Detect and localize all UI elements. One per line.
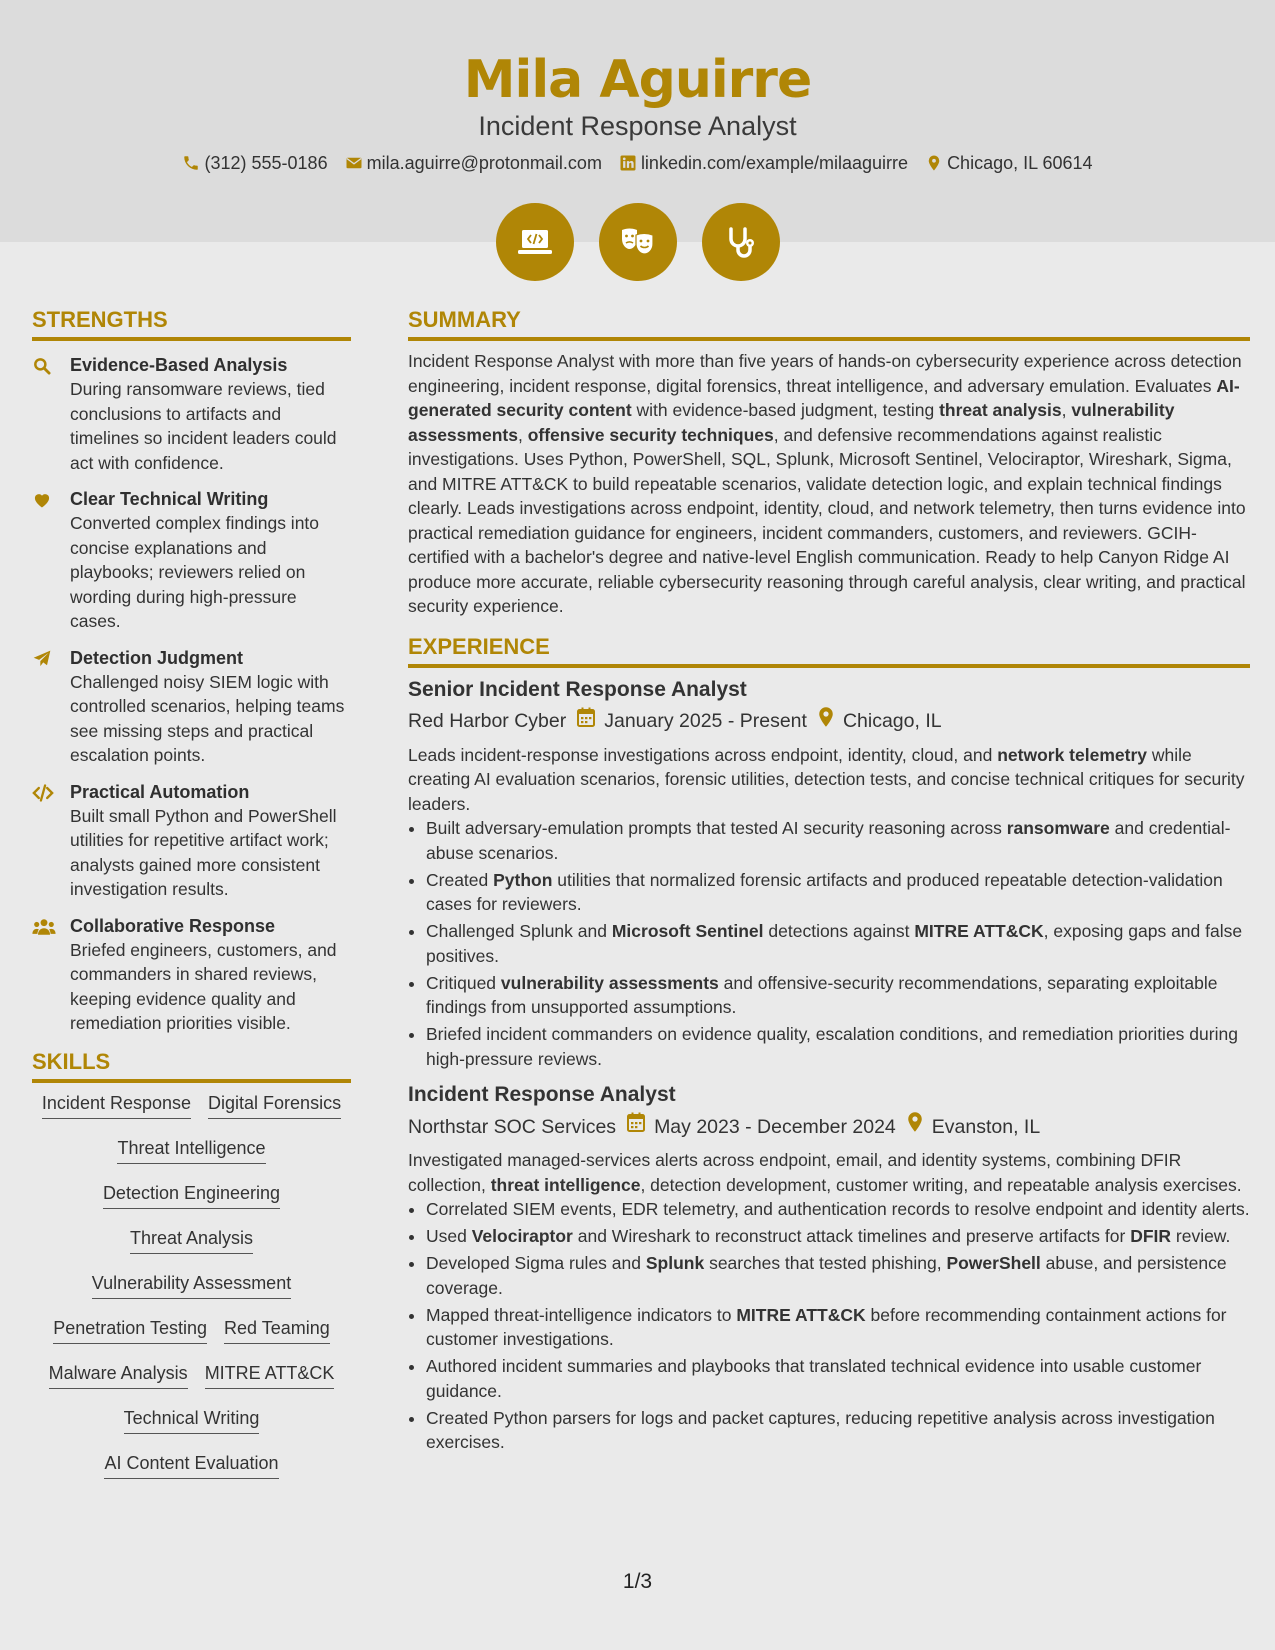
calendar-icon bbox=[576, 706, 596, 737]
job-location-text: Evanston, IL bbox=[931, 1115, 1041, 1138]
bold-text: Python bbox=[493, 869, 553, 890]
badge-stethoscope bbox=[702, 203, 780, 281]
job-company: Red Harbor Cyber bbox=[408, 710, 567, 732]
theater-masks-icon bbox=[617, 221, 659, 263]
page-number: 1/3 bbox=[622, 1570, 653, 1593]
text-run: Developed Sigma rules and bbox=[426, 1253, 646, 1273]
skills-row bbox=[32, 1091, 351, 1136]
text-run: , detection development, customer writing, and repeatable analysis exercises. bbox=[640, 1174, 1242, 1195]
text-run: while creating AI evaluation scenarios, forensic utilities, detection tests, and concise technical critiques for security leaders. bbox=[408, 744, 1245, 814]
text-run: Leads incident-response investigations across endpoint, identity, cloud, and bbox=[408, 744, 998, 765]
candidate-name: Mila Aguirre bbox=[463, 50, 812, 110]
strength-description: Converted complex findings into concise explanations and playbooks; reviewers relied on wording during high-pressure cases. bbox=[70, 513, 320, 631]
skills-row bbox=[32, 1136, 351, 1181]
skill-tag: Vulnerability Assessment bbox=[92, 1271, 291, 1299]
job-dates-text: January 2025 - Present bbox=[604, 710, 807, 732]
text-run: Critiqued bbox=[426, 972, 501, 993]
map-marker-icon bbox=[906, 1111, 924, 1142]
skill-tag: Detection Engineering bbox=[103, 1181, 280, 1209]
text-run: Built adversary-emulation prompts that tested AI security reasoning across bbox=[426, 818, 1007, 838]
skills-row bbox=[32, 1361, 351, 1406]
strength-body bbox=[70, 646, 351, 768]
job-location bbox=[817, 706, 942, 737]
text-run: , bbox=[517, 424, 528, 445]
job-bullets bbox=[408, 816, 1250, 1071]
skills-row bbox=[32, 1181, 351, 1226]
strength-body bbox=[70, 780, 351, 902]
code-icon bbox=[32, 780, 58, 902]
contact-phone-text: (312) 555-0186 bbox=[204, 153, 328, 173]
contact-location-text: Chicago, IL 60614 bbox=[947, 153, 1093, 173]
job-meta bbox=[408, 706, 1250, 737]
strength-title: Collaborative Response bbox=[70, 915, 276, 936]
users-icon bbox=[32, 914, 58, 1036]
job-location bbox=[906, 1111, 1040, 1142]
strength-title: Detection Judgment bbox=[70, 647, 244, 668]
bullet-item bbox=[426, 1197, 1250, 1222]
strength-description: During ransomware reviews, tied conclusions to artifacts and timelines so incident leaders could act with confidence. bbox=[70, 379, 337, 473]
strength-item bbox=[32, 780, 351, 902]
skill-tag: MITRE ATT&CK bbox=[205, 1361, 335, 1389]
contact-email-text: mila.aguirre@protonmail.com bbox=[366, 153, 602, 173]
candidate-role: Incident Response Analyst bbox=[478, 111, 797, 141]
contact-bar bbox=[0, 151, 1275, 175]
text-run: and credential-abuse scenarios. bbox=[426, 818, 1231, 863]
bold-text: DFIR bbox=[1130, 1226, 1172, 1246]
text-run: Created bbox=[426, 869, 494, 890]
text-run: , and defensive recommendations against realistic investigations. Uses Python, PowerShell, SQL, Splunk, Microsoft Sentinel, Velociraptor, Wireshark, Sigma, and MITRE ATT&CK to build repeatable scenarios, validate detection logic, and explain technical findings clearly. Leads investigations across endpoint, identity, cloud, and network telemetry, then turns evidence into practical remediation guidance for engineers, incident commanders, customers, and reviewers. GCIH-certified with a bachelor's degree and native-level English communication. Ready to help Canyon Ridge AI produce more accurate, reliable cybersecurity reasoning through careful analysis, clear writing, and practical security experience. bbox=[408, 424, 1246, 616]
strengths-list bbox=[32, 353, 351, 1036]
skill-tag: Threat Intelligence bbox=[117, 1136, 265, 1164]
job-title: Senior Incident Response Analyst bbox=[408, 677, 747, 701]
skills-row bbox=[32, 1271, 351, 1316]
phone-icon bbox=[182, 154, 200, 172]
strengths-heading: STRENGTHS bbox=[32, 306, 351, 341]
envelope-icon bbox=[345, 154, 363, 172]
right-column bbox=[408, 306, 1250, 1465]
bold-text: MITRE ATT&CK bbox=[736, 1304, 866, 1325]
linkedin-icon bbox=[619, 154, 637, 172]
text-run: searches that tested phishing, bbox=[704, 1253, 947, 1273]
bullet-item bbox=[426, 1354, 1250, 1403]
text-run: before recommending containment actions for customer investigations. bbox=[426, 1304, 1227, 1349]
contact-linkedin[interactable] bbox=[619, 151, 908, 175]
strength-body bbox=[70, 487, 351, 634]
skill-tag: Red Teaming bbox=[224, 1316, 330, 1344]
strength-description: Challenged noisy SIEM logic with controlled scenarios, helping teams see missing steps and practical escalation points. bbox=[70, 671, 345, 765]
strength-title: Clear Technical Writing bbox=[70, 489, 269, 509]
skill-tag: AI Content Evaluation bbox=[104, 1451, 278, 1479]
text-run: Used bbox=[426, 1226, 472, 1246]
strength-body bbox=[70, 914, 351, 1036]
skill-tag: Penetration Testing bbox=[53, 1316, 207, 1344]
text-run: Created Python parsers for logs and packet captures, reducing repetitive analysis across investigation exercises. bbox=[426, 1407, 1215, 1452]
strength-description: Briefed engineers, customers, and commanders in shared reviews, keeping evidence quality and remediation priorities visible. bbox=[70, 939, 337, 1033]
bold-text: vulnerability assessments bbox=[408, 400, 1175, 445]
bold-text: Splunk bbox=[645, 1253, 705, 1273]
bullet-item bbox=[426, 1303, 1250, 1352]
contact-location bbox=[925, 151, 1092, 175]
job-description bbox=[408, 743, 1250, 817]
text-run: with evidence-based judgment, testing bbox=[631, 400, 940, 420]
map-marker-icon bbox=[925, 154, 943, 172]
strength-title: Evidence-Based Analysis bbox=[70, 355, 288, 375]
paper-plane-icon bbox=[32, 646, 58, 768]
skills-heading: SKILLS bbox=[32, 1048, 351, 1083]
skills-row bbox=[32, 1226, 351, 1271]
job-location-text: Chicago, IL bbox=[842, 710, 942, 732]
job-dates-text: May 2023 - December 2024 bbox=[654, 1115, 896, 1138]
bullet-item bbox=[426, 868, 1250, 917]
summary-paragraph bbox=[408, 349, 1250, 619]
bold-text: AI-generated security content bbox=[408, 375, 1240, 420]
bullet-item bbox=[426, 971, 1250, 1020]
text-run: Incident Response Analyst with more than five years of hands-on cybersecurity experience across detection engineering, incident response, digital forensics, threat intelligence, and adversary emulation. Evaluates bbox=[408, 351, 1242, 396]
job-title: Incident Response Analyst bbox=[408, 1083, 676, 1106]
text-run: Authored incident summaries and playbooks that translated technical evidence into usable customer guidance. bbox=[426, 1356, 1202, 1401]
strength-item bbox=[32, 646, 351, 768]
badge-laptop-code bbox=[496, 203, 574, 281]
strength-description: Built small Python and PowerShell utilities for repetitive artifact work; analysts gained more consistent investigation results. bbox=[70, 805, 337, 899]
text-run: and Wireshark to reconstruct attack timelines and preserve artifacts for bbox=[572, 1226, 1131, 1246]
bold-text: threat intelligence bbox=[490, 1174, 641, 1195]
job-description bbox=[408, 1148, 1250, 1197]
bold-text: ransomware bbox=[1006, 818, 1110, 838]
skills-row bbox=[32, 1406, 351, 1451]
left-column bbox=[32, 306, 351, 1496]
bullet-item bbox=[426, 1251, 1250, 1300]
bold-text: network telemetry bbox=[997, 744, 1147, 765]
text-run: , exposing gaps and false positives. bbox=[426, 921, 1243, 966]
calendar-icon bbox=[626, 1111, 646, 1142]
text-run: Briefed incident commanders on evidence quality, escalation conditions, and remediation priorities during high-pressure reviews. bbox=[426, 1024, 1238, 1069]
job-bullets bbox=[408, 1197, 1250, 1455]
skill-tag: Technical Writing bbox=[124, 1406, 260, 1434]
bullet-item bbox=[426, 816, 1250, 865]
text-run: Correlated SIEM events, EDR telemetry, and authentication records to resolve endpoint and identity alerts. bbox=[426, 1199, 1250, 1219]
bullet-item bbox=[426, 1224, 1250, 1249]
text-run: Mapped threat-intelligence indicators to bbox=[426, 1304, 737, 1325]
job-company: Northstar SOC Services bbox=[408, 1115, 617, 1138]
skills-list bbox=[32, 1091, 351, 1496]
text-run: and offensive-security recommendations, separating exploitable findings from unsupported assumptions. bbox=[426, 972, 1218, 1017]
skills-row bbox=[32, 1316, 351, 1361]
badge-theater-masks bbox=[599, 203, 677, 281]
strength-item bbox=[32, 914, 351, 1036]
job-entry bbox=[408, 676, 1250, 1072]
bold-text: Microsoft Sentinel bbox=[611, 921, 764, 941]
text-run: detections against bbox=[763, 921, 915, 941]
job-meta bbox=[408, 1111, 1250, 1142]
job-dates bbox=[576, 706, 807, 737]
contact-email[interactable] bbox=[345, 151, 602, 175]
strength-body bbox=[70, 353, 351, 475]
text-run: Challenged Splunk and bbox=[426, 921, 612, 941]
job-entry bbox=[408, 1081, 1250, 1455]
text-run: Investigated managed-services alerts across endpoint, email, and identity systems, combining DFIR collection, bbox=[408, 1150, 1182, 1195]
text-run: , bbox=[1061, 400, 1072, 420]
strength-title: Practical Automation bbox=[70, 781, 250, 802]
laptop-code-icon bbox=[515, 222, 555, 262]
stethoscope-icon bbox=[721, 222, 761, 262]
heart-icon bbox=[32, 487, 58, 634]
contact-linkedin-text: linkedin.com/example/milaaguirre bbox=[640, 153, 909, 173]
text-run: abuse, and persistence coverage. bbox=[426, 1253, 1227, 1298]
bold-text: offensive security techniques bbox=[527, 424, 774, 445]
skill-tag: Malware Analysis bbox=[49, 1361, 188, 1389]
skill-tag: Incident Response bbox=[42, 1091, 191, 1119]
experience-heading: EXPERIENCE bbox=[408, 633, 1250, 668]
bold-text: vulnerability assessments bbox=[500, 972, 719, 993]
bold-text: threat analysis bbox=[939, 400, 1062, 420]
experience-list bbox=[408, 676, 1250, 1455]
bullet-item bbox=[426, 1406, 1250, 1455]
skill-tag: Digital Forensics bbox=[208, 1091, 341, 1119]
strength-item bbox=[32, 487, 351, 634]
bold-text: Velociraptor bbox=[471, 1226, 573, 1246]
interest-badges bbox=[0, 203, 1275, 281]
job-dates bbox=[626, 1111, 896, 1142]
skills-row bbox=[32, 1451, 351, 1496]
strength-item bbox=[32, 353, 351, 475]
bullet-item bbox=[426, 919, 1250, 968]
text-run: utilities that normalized forensic artifacts and produced repeatable detection-validation cases for reviewers. bbox=[426, 869, 1223, 914]
bullet-item bbox=[426, 1022, 1250, 1071]
text-run: review. bbox=[1171, 1226, 1231, 1246]
summary-heading: SUMMARY bbox=[408, 306, 1250, 341]
search-icon bbox=[32, 353, 58, 475]
skill-tag: Threat Analysis bbox=[130, 1226, 253, 1254]
bold-text: PowerShell bbox=[946, 1253, 1041, 1273]
contact-phone[interactable] bbox=[182, 151, 327, 175]
bold-text: MITRE ATT&CK bbox=[914, 921, 1044, 941]
map-marker-icon bbox=[817, 706, 835, 737]
